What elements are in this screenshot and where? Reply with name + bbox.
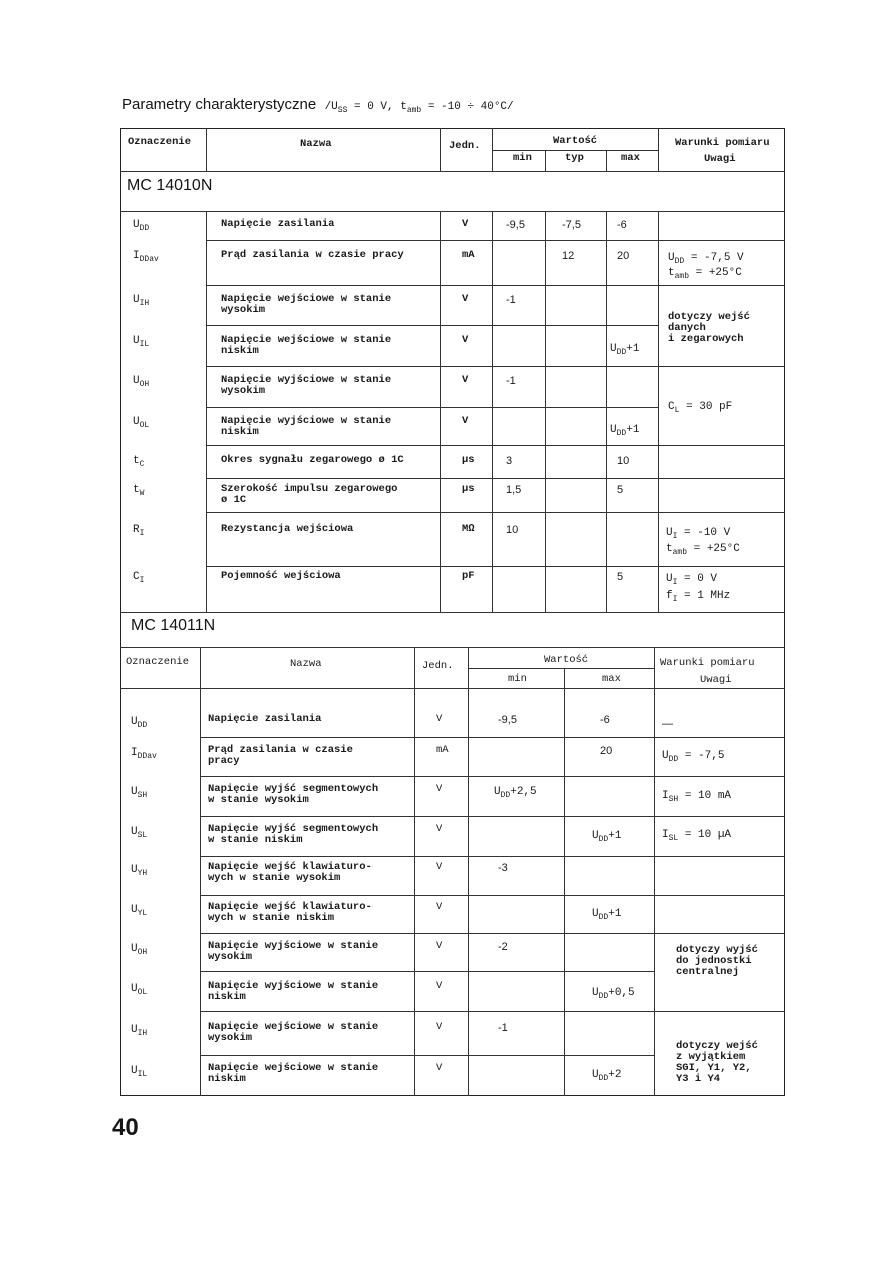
row-name: Prąd zasilania w czasie pracy <box>221 249 404 261</box>
row-name: Napięcie wyjść segmentowych w stanie niskim <box>208 823 379 846</box>
grid-line <box>120 647 785 648</box>
grid-line <box>492 150 658 151</box>
grid-line <box>200 856 654 857</box>
row-unit: V <box>436 1062 443 1074</box>
row-unit: V <box>436 1021 443 1033</box>
row-name: Napięcie wejściowe w stanie niskim <box>221 334 392 357</box>
grid-line <box>206 128 207 171</box>
row-name: Pojemność wejściowa <box>221 570 341 582</box>
row-min: 1,5 <box>506 484 522 496</box>
grid-line <box>658 566 785 567</box>
row-unit: MΩ <box>462 523 475 535</box>
header2-oznaczenie: Oznaczenie <box>126 656 190 668</box>
cond2-inputs: dotyczy wejść z wyjątkiem SGI, Y1, Y2, Y3 i Y4 <box>676 1040 758 1085</box>
cond1-ui: $U_I = -10$ V <box>666 527 731 542</box>
grid-line <box>206 240 658 241</box>
grid-line <box>492 211 493 612</box>
row-symbol: $U_{OL}$ <box>133 416 150 431</box>
header2-warunki: Warunki pomiaru <box>660 657 755 669</box>
cond1-tamb2: $t_{amb} = +25^\circ C$ <box>666 543 740 558</box>
row-unit: V <box>436 901 443 913</box>
row-name: Napięcie wyjściowe w stanie wysokim <box>221 374 392 397</box>
row-symbol: $U_{YH}$ <box>131 864 148 879</box>
row-name: Napięcie wejściowe w stanie niskim <box>208 1062 379 1085</box>
row-unit: pF <box>462 570 475 582</box>
row-min: -3 <box>498 862 508 874</box>
grid-line <box>440 128 441 171</box>
row-name: Rezystancja wejściowa <box>221 523 354 535</box>
grid-line <box>206 211 207 612</box>
grid-line <box>658 211 659 612</box>
row-name: Prąd zasilania w czasie pracy <box>208 744 353 767</box>
grid-line <box>200 895 654 896</box>
grid-line <box>200 647 201 1096</box>
row-symbol: $U_{SH}$ <box>131 786 148 801</box>
grid-line <box>654 1011 785 1012</box>
grid-line <box>545 150 546 171</box>
row-name: Napięcie wejść klawiaturo- wych w stanie niskim <box>208 901 372 924</box>
section-title-2: MC 14011N <box>131 617 216 634</box>
row-max: 5 <box>617 571 624 583</box>
grid-line <box>545 211 546 612</box>
grid-line <box>206 445 658 446</box>
row-unit: V <box>436 861 443 873</box>
row-symbol: $I_{DDav}$ <box>133 250 159 265</box>
row-name: Napięcie wyjściowe w stanie niskim <box>208 980 379 1003</box>
row-symbol: $U_{YL}$ <box>131 904 148 919</box>
row-unit: µs <box>462 454 475 466</box>
row-unit: mA <box>436 744 449 756</box>
row-symbol: $R_I$ <box>133 524 145 539</box>
grid-line <box>120 688 785 689</box>
grid-line <box>120 171 785 172</box>
grid-line <box>200 971 654 972</box>
grid-line <box>200 1011 654 1012</box>
header-max: max <box>621 152 640 164</box>
grid-line <box>468 647 469 1096</box>
grid-line <box>206 512 658 513</box>
row-max: -6 <box>617 219 627 231</box>
header-oznaczenie: Oznaczenie <box>128 136 192 148</box>
page-title: Parametry charakterystyczne $/U_{SS} = 0$ V, $t_{amb} = -10 \div 40^\circ C/$ <box>122 96 514 116</box>
grid-line <box>200 1055 654 1056</box>
row-max: 20 <box>600 745 613 757</box>
grid-line <box>206 325 658 326</box>
grid-line <box>658 478 785 479</box>
grid-line <box>120 612 785 613</box>
cond1-ui0: $U_I = 0$ V <box>666 573 718 588</box>
row-unit: V <box>436 940 443 952</box>
row-symbol: $U_{OL}$ <box>131 983 148 998</box>
row-symbol: $U_{IH}$ <box>133 294 150 309</box>
grid-line <box>654 776 785 777</box>
grid-line <box>606 150 607 171</box>
row-unit: V <box>462 218 469 230</box>
header-uwagi: Uwagi <box>704 153 736 165</box>
header-typ: typ <box>565 152 584 164</box>
row-unit: V <box>462 374 469 386</box>
row-unit: V <box>436 823 443 835</box>
row-max: $U_{DD}+1$ <box>610 343 640 358</box>
row-name: Szerokość impulsu zegarowego ø 1C <box>221 483 398 506</box>
row-unit: V <box>462 334 469 346</box>
row-max: $U_{DD}+2$ <box>592 1069 622 1084</box>
row-max: 5 <box>617 484 624 496</box>
row-name: Napięcie wyjściowe w stanie niskim <box>221 415 392 438</box>
cond1-tamb: $t_{amb} = +25^\circ C$ <box>668 267 742 282</box>
grid-line <box>200 776 654 777</box>
header2-jedn: Jedn. <box>422 660 454 672</box>
grid-line <box>654 816 785 817</box>
row-min: -1 <box>498 1022 508 1034</box>
row-min: $U_{DD}+2,5$ <box>494 786 537 801</box>
row-symbol: $t_C$ <box>133 455 145 470</box>
cond1-fi: $f_I = 1$ MHz <box>666 590 731 605</box>
grid-line <box>564 668 565 1096</box>
row-symbol: $U_{SL}$ <box>131 826 148 841</box>
grid-line <box>658 445 785 446</box>
grid-line <box>120 211 785 212</box>
header2-nazwa: Nazwa <box>290 658 322 670</box>
row-max: 20 <box>617 250 630 262</box>
header-warunki: Warunki pomiaru <box>675 137 770 149</box>
section-title-1: MC 14010N <box>127 177 213 194</box>
cond1-cl: $C_L = 30$ pF <box>668 401 733 416</box>
header-nazwa: Nazwa <box>300 138 332 150</box>
cond1-udd: $U_{DD} = -7,5$ V <box>668 252 744 267</box>
row-symbol: $I_{DDav}$ <box>131 747 157 762</box>
cond2-dash: — <box>662 718 673 730</box>
row-min: -2 <box>498 941 508 953</box>
grid-line <box>658 240 785 241</box>
header2-min: min <box>508 673 527 685</box>
row-max: -6 <box>600 714 610 726</box>
row-typ: -7,5 <box>562 219 581 231</box>
grid-line <box>200 816 654 817</box>
grid-line <box>654 895 785 896</box>
grid-line <box>492 128 493 171</box>
grid-line <box>468 668 654 669</box>
grid-line <box>606 211 607 612</box>
cond2-isl: $I_{SL} = 10$ µA <box>662 829 732 844</box>
grid-line <box>654 737 785 738</box>
row-unit: mA <box>462 249 475 261</box>
row-min: 3 <box>506 455 513 467</box>
row-max: $U_{DD}+1$ <box>610 424 640 439</box>
cond2-outputs: dotyczy wyjść do jednostki centralnej <box>676 944 758 978</box>
row-name: Napięcie wyjść segmentowych w stanie wysokim <box>208 783 379 806</box>
row-min: -1 <box>506 375 516 387</box>
row-typ: 12 <box>562 250 575 262</box>
row-symbol: $t_W$ <box>133 484 145 499</box>
page-number: 40 <box>112 1114 139 1141</box>
row-symbol: $U_{DD}$ <box>133 219 150 234</box>
row-min: -1 <box>506 294 516 306</box>
header-wartosc: Wartość <box>553 135 598 147</box>
row-symbol: $U_{OH}$ <box>131 943 148 958</box>
row-max: $U_{DD}+0,5$ <box>592 987 635 1002</box>
header-min: min <box>513 152 532 164</box>
grid-line <box>654 856 785 857</box>
grid-line <box>206 566 658 567</box>
cond2-udd: $U_{DD} = -7,5$ <box>662 750 725 765</box>
row-unit: V <box>436 713 443 725</box>
row-symbol: $U_{IL}$ <box>133 335 150 350</box>
grid-line <box>440 211 441 612</box>
row-unit: V <box>462 415 469 427</box>
header2-uwagi: Uwagi <box>700 674 732 686</box>
row-name: Napięcie wejść klawiaturo- wych w stanie wysokim <box>208 861 372 884</box>
grid-line <box>658 512 785 513</box>
row-unit: V <box>436 783 443 795</box>
grid-line <box>206 366 658 367</box>
row-name: Napięcie zasilania <box>221 218 335 230</box>
grid-line <box>658 285 785 286</box>
cond2-ish: $I_{SH} = 10$ mA <box>662 790 732 805</box>
grid-line <box>206 285 658 286</box>
row-symbol: $C_I$ <box>133 571 145 586</box>
row-name: Napięcie zasilania <box>208 713 322 725</box>
row-unit: µs <box>462 483 475 495</box>
grid-line <box>200 933 654 934</box>
row-name: Napięcie wejściowe w stanie wysokim <box>221 293 392 316</box>
row-unit: V <box>462 293 469 305</box>
cond1-inputs: dotyczy wejść danych i zegarowych <box>668 311 750 345</box>
row-symbol: $U_{DD}$ <box>131 716 148 731</box>
row-max: 10 <box>617 455 630 467</box>
row-name: Napięcie wejściowe w stanie wysokim <box>208 1021 379 1044</box>
grid-line <box>200 737 654 738</box>
header-jedn: Jedn. <box>449 140 481 152</box>
row-min: -9,5 <box>506 219 525 231</box>
grid-line <box>654 647 655 1096</box>
row-min: -9,5 <box>498 714 517 726</box>
row-unit: V <box>436 980 443 992</box>
row-name: Okres sygnału zegarowego ø 1C <box>221 454 404 466</box>
header2-wartosc: Wartość <box>544 654 589 666</box>
grid-line <box>206 407 658 408</box>
row-min: 10 <box>506 524 519 536</box>
grid-line <box>654 933 785 934</box>
header2-max: max <box>602 673 621 685</box>
grid-line <box>658 128 659 171</box>
row-max: $U_{DD}+1$ <box>592 830 622 845</box>
row-symbol: $U_{IH}$ <box>131 1024 148 1039</box>
row-symbol: $U_{OH}$ <box>133 375 150 390</box>
grid-line <box>658 366 785 367</box>
row-symbol: $U_{IL}$ <box>131 1065 148 1080</box>
grid-line <box>414 647 415 1096</box>
grid-line <box>206 478 658 479</box>
row-max: $U_{DD}+1$ <box>592 908 622 923</box>
row-name: Napięcie wyjściowe w stanie wysokim <box>208 940 379 963</box>
